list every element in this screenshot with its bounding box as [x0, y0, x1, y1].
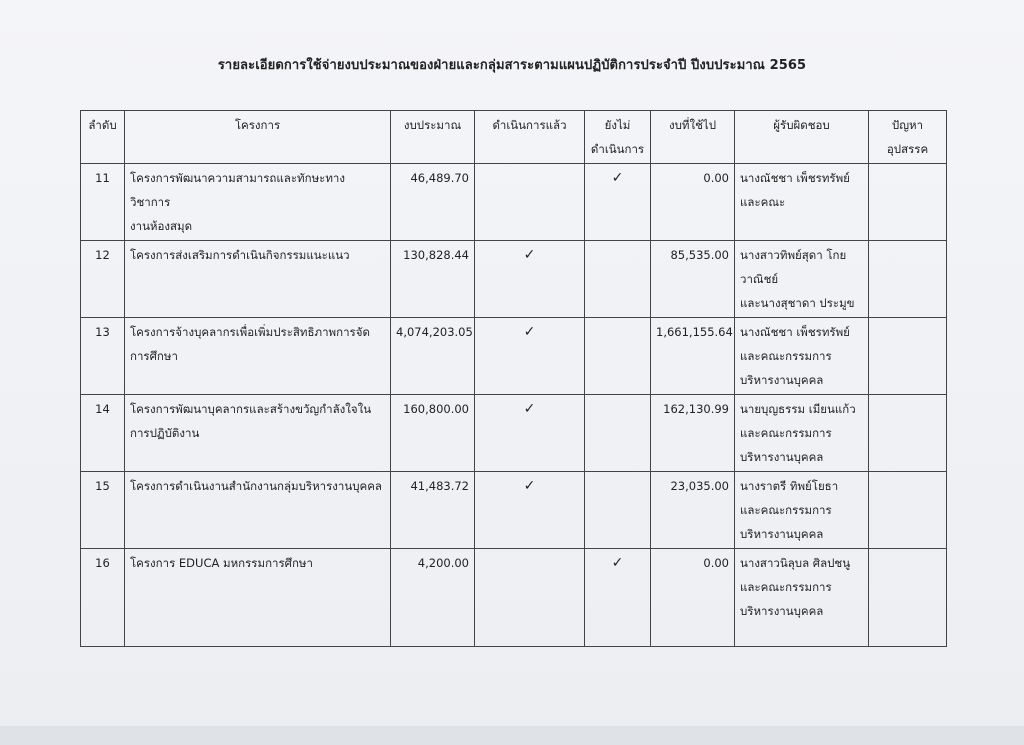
- row-responsible-line: บริหารงานบุคคล: [740, 450, 824, 464]
- row-responsible-line: วาณิชย์: [740, 272, 779, 286]
- row-responsible-line: นายบุญธรรม เมียนแก้ว: [740, 402, 856, 416]
- document-title: รายละเอียดการใช้จ่ายงบประมาณของฝ่ายและกลุ่มสาระตามแผนปฏิบัติการประจำปี ปีงบประมาณ 2565: [217, 58, 807, 73]
- row-project-line: การปฏิบัติงาน: [130, 426, 200, 440]
- row-project: [125, 472, 391, 549]
- row-budget: 41,483.72: [391, 472, 475, 549]
- row-responsible: [735, 395, 869, 472]
- row-issues: [869, 472, 947, 549]
- row-budget: 4,200.00: [391, 549, 475, 647]
- row-not-done-check: ✓: [585, 549, 651, 647]
- row-responsible-line: และคณะกรรมการ: [740, 503, 832, 517]
- row-responsible-line: นางสาวนิลุบล ศิลปชนู: [740, 556, 851, 570]
- row-budget: 130,828.44: [391, 241, 475, 318]
- table-row: [81, 395, 947, 472]
- row-responsible-line: และคณะ: [740, 195, 786, 209]
- header-done: ดำเนินการแล้ว: [475, 111, 585, 164]
- row-project: [125, 241, 391, 318]
- row-responsible: [735, 472, 869, 549]
- row-responsible: [735, 318, 869, 395]
- row-spent: 0.00: [651, 164, 735, 241]
- row-responsible-line: บริหารงานบุคคล: [740, 373, 824, 387]
- row-done-check: [475, 164, 585, 241]
- table-row: [81, 472, 947, 549]
- row-responsible: [735, 164, 869, 241]
- scan-bottom-edge: [0, 726, 1024, 745]
- row-project-line: งานห้องสมุด: [130, 219, 193, 233]
- row-responsible-line: บริหารงานบุคคล: [740, 604, 824, 618]
- row-spent: 23,035.00: [651, 472, 735, 549]
- row-issues: [869, 549, 947, 647]
- header-responsible: ผู้รับผิดชอบ: [735, 111, 869, 164]
- header-order: ลำดับ: [81, 111, 125, 164]
- row-done-check: ✓: [475, 472, 585, 549]
- row-spent: 1,661,155.64: [651, 318, 735, 395]
- row-order: 11: [81, 164, 125, 241]
- table-row: [81, 241, 947, 318]
- header-issues-line2: อุปสรรค: [886, 142, 929, 156]
- row-budget: 46,489.70: [391, 164, 475, 241]
- row-budget: 4,074,203.05: [391, 318, 475, 395]
- row-not-done-check: [585, 395, 651, 472]
- row-responsible-line: นางณัชชา เพ็ชรทรัพย์: [740, 171, 850, 185]
- row-spent: 85,535.00: [651, 241, 735, 318]
- row-spent: 162,130.99: [651, 395, 735, 472]
- row-issues: [869, 241, 947, 318]
- row-responsible-line: นางสาวทิพย์สุดา โกย: [740, 248, 847, 262]
- row-project-line: โครงการดำเนินงานสำนักงานกลุ่มบริหารงานบุคคล: [130, 479, 382, 493]
- row-responsible-line: นางณัชชา เพ็ชรทรัพย์: [740, 325, 850, 339]
- budget-table: [80, 110, 947, 647]
- row-order: 16: [81, 549, 125, 647]
- row-order: 15: [81, 472, 125, 549]
- row-project-line: โครงการจ้างบุคลากรเพื่อเพิ่มประสิทธิภาพการจัด: [130, 325, 370, 339]
- row-project-line: โครงการส่งเสริมการดำเนินกิจกรรมแนะแนว: [130, 248, 350, 262]
- row-done-check: ✓: [475, 318, 585, 395]
- row-responsible-line: และคณะกรรมการ: [740, 349, 832, 363]
- row-responsible-line: และคณะกรรมการ: [740, 426, 832, 440]
- row-responsible: [735, 549, 869, 647]
- row-project-line: โครงการพัฒนาความสามารถและทักษะทางวิชาการ: [130, 171, 345, 209]
- row-project-line: โครงการ EDUCA มหกรรมการศึกษา: [130, 556, 313, 570]
- row-responsible-line: และคณะกรรมการ: [740, 580, 832, 594]
- header-not-done: [585, 111, 651, 164]
- header-budget: งบประมาณ: [391, 111, 475, 164]
- row-project: [125, 318, 391, 395]
- row-order: 12: [81, 241, 125, 318]
- row-issues: [869, 395, 947, 472]
- row-project: [125, 164, 391, 241]
- row-order: 14: [81, 395, 125, 472]
- header-issues-line1: ปัญหา: [891, 118, 924, 132]
- row-responsible-line: นางราตรี ทิพย์โยธา: [740, 479, 839, 493]
- row-done-check: [475, 549, 585, 647]
- row-not-done-check: [585, 472, 651, 549]
- table-row: [81, 318, 947, 395]
- row-order: 13: [81, 318, 125, 395]
- row-budget: 160,800.00: [391, 395, 475, 472]
- row-not-done-check: ✓: [585, 164, 651, 241]
- row-responsible: [735, 241, 869, 318]
- header-not-done-line2: ดำเนินการ: [590, 142, 645, 156]
- row-issues: [869, 164, 947, 241]
- row-responsible-line: และนางสุชาดา ประมูข: [740, 296, 855, 310]
- row-spent: 0.00: [651, 549, 735, 647]
- header-not-done-line1: ยังไม่: [604, 118, 631, 132]
- row-not-done-check: [585, 318, 651, 395]
- header-spent: งบที่ใช้ไป: [651, 111, 735, 164]
- table-row: [81, 549, 947, 647]
- header-issues: [869, 111, 947, 164]
- row-project-line: การศึกษา: [130, 349, 178, 363]
- row-project: [125, 395, 391, 472]
- table-header-row: [81, 111, 947, 164]
- table-row: [81, 164, 947, 241]
- row-project: [125, 549, 391, 647]
- row-done-check: ✓: [475, 395, 585, 472]
- row-responsible-line: บริหารงานบุคคล: [740, 527, 824, 541]
- row-project-line: โครงการพัฒนาบุคลากรและสร้างขวัญกำลังใจใน: [130, 402, 372, 416]
- row-done-check: ✓: [475, 241, 585, 318]
- row-issues: [869, 318, 947, 395]
- header-project: โครงการ: [125, 111, 391, 164]
- row-not-done-check: [585, 241, 651, 318]
